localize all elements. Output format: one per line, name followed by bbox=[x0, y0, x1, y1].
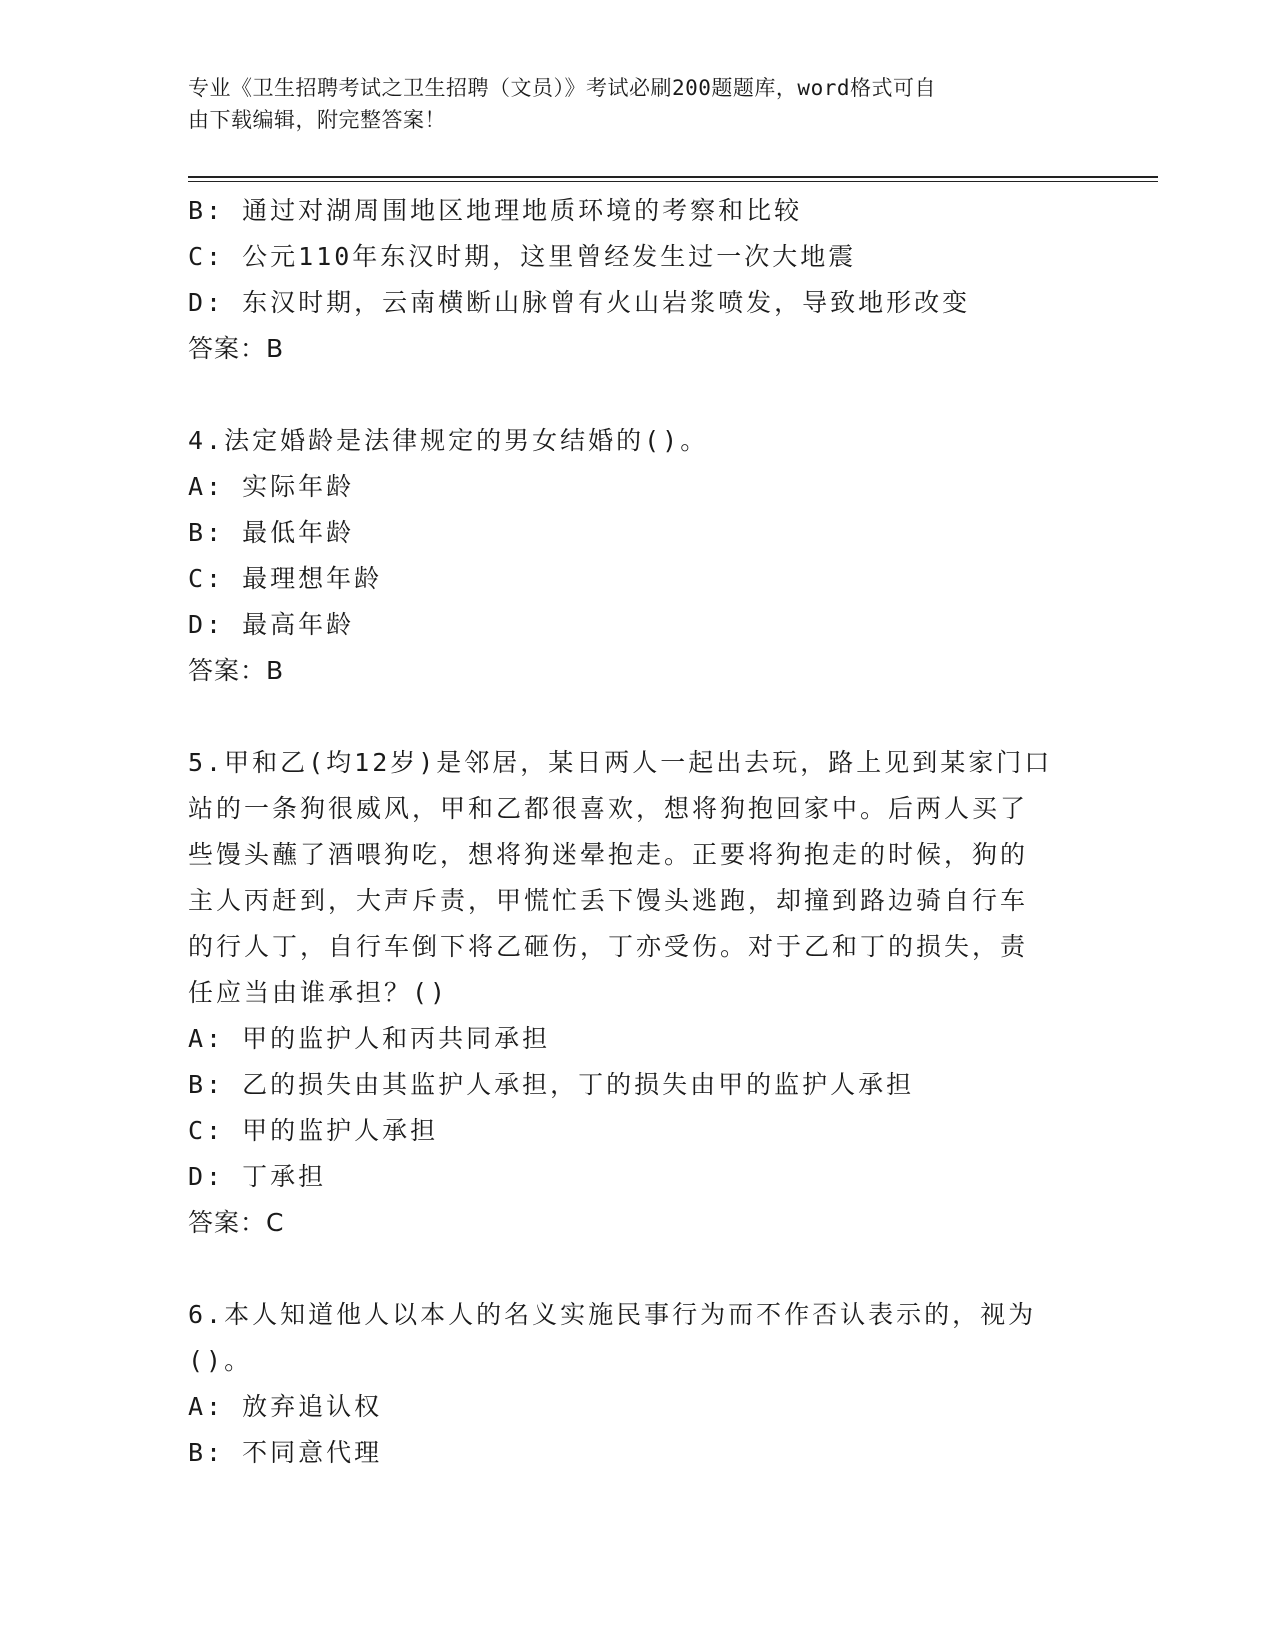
spacer bbox=[188, 1246, 1088, 1292]
question-stem-line: 任应当由谁承担？() bbox=[188, 978, 449, 1007]
option-d: D: 东汉时期，云南横断山脉曾有火山岩浆喷发，导致地形改变 bbox=[188, 288, 971, 317]
question-stem-line: 6.本人知道他人以本人的名义实施民事行为而不作否认表示的，视为 bbox=[188, 1300, 1037, 1329]
answer-line: 答案：B bbox=[188, 656, 285, 685]
question-3 bbox=[188, 188, 1088, 372]
option-b: B: 最低年龄 bbox=[188, 518, 355, 547]
question-stem-line: 主人丙赶到，大声斥责，甲慌忙丢下馒头逃跑，却撞到路边骑自行车 bbox=[188, 886, 1029, 915]
spacer bbox=[188, 694, 1088, 740]
option-c: C: 甲的监护人承担 bbox=[188, 1116, 439, 1145]
option-d: D: 最高年龄 bbox=[188, 610, 355, 639]
question-6 bbox=[188, 1292, 1088, 1476]
option-c: C: 最理想年龄 bbox=[188, 564, 383, 593]
answer-line: 答案：C bbox=[188, 1208, 285, 1237]
question-stem: 4.法定婚龄是法律规定的男女结婚的()。 bbox=[188, 426, 709, 455]
question-stem-line: 些馒头蘸了酒喂狗吃，想将狗迷晕抱走。正要将狗抱走的时候，狗的 bbox=[188, 840, 1029, 869]
option-b: B: 不同意代理 bbox=[188, 1438, 383, 1467]
option-a: A: 甲的监护人和丙共同承担 bbox=[188, 1024, 551, 1053]
question-stem-line: ()。 bbox=[188, 1346, 253, 1375]
question-4 bbox=[188, 418, 1088, 694]
option-b: B: 乙的损失由其监护人承担，丁的损失由甲的监护人承担 bbox=[188, 1070, 915, 1099]
option-d: D: 丁承担 bbox=[188, 1162, 327, 1191]
header-line-1: 专业《卫生招聘考试之卫生招聘（文员）》考试必刷200题题库，word格式可自 bbox=[188, 76, 936, 100]
header-line-2: 由下载编辑，附完整答案！ bbox=[188, 108, 446, 132]
spacer bbox=[188, 372, 1088, 418]
document-header bbox=[188, 72, 1068, 136]
question-content bbox=[188, 188, 1088, 1476]
question-5 bbox=[188, 740, 1088, 1246]
question-stem-line: 站的一条狗很威风，甲和乙都很喜欢，想将狗抱回家中。后两人买了 bbox=[188, 794, 1029, 823]
option-a: A: 放弃追认权 bbox=[188, 1392, 383, 1421]
answer-line: 答案：B bbox=[188, 334, 285, 363]
header-divider-thin bbox=[188, 181, 1158, 182]
header-divider-thick bbox=[188, 176, 1158, 178]
option-c: C: 公元110年东汉时期，这里曾经发生过一次大地震 bbox=[188, 242, 857, 271]
question-stem-line: 的行人丁，自行车倒下将乙砸伤，丁亦受伤。对于乙和丁的损失，责 bbox=[188, 932, 1029, 961]
option-a: A: 实际年龄 bbox=[188, 472, 355, 501]
option-b: B: 通过对湖周围地区地理地质环境的考察和比较 bbox=[188, 196, 803, 225]
question-stem-line: 5.甲和乙(均12岁)是邻居，某日两人一起出去玩，路上见到某家门口 bbox=[188, 748, 1053, 777]
